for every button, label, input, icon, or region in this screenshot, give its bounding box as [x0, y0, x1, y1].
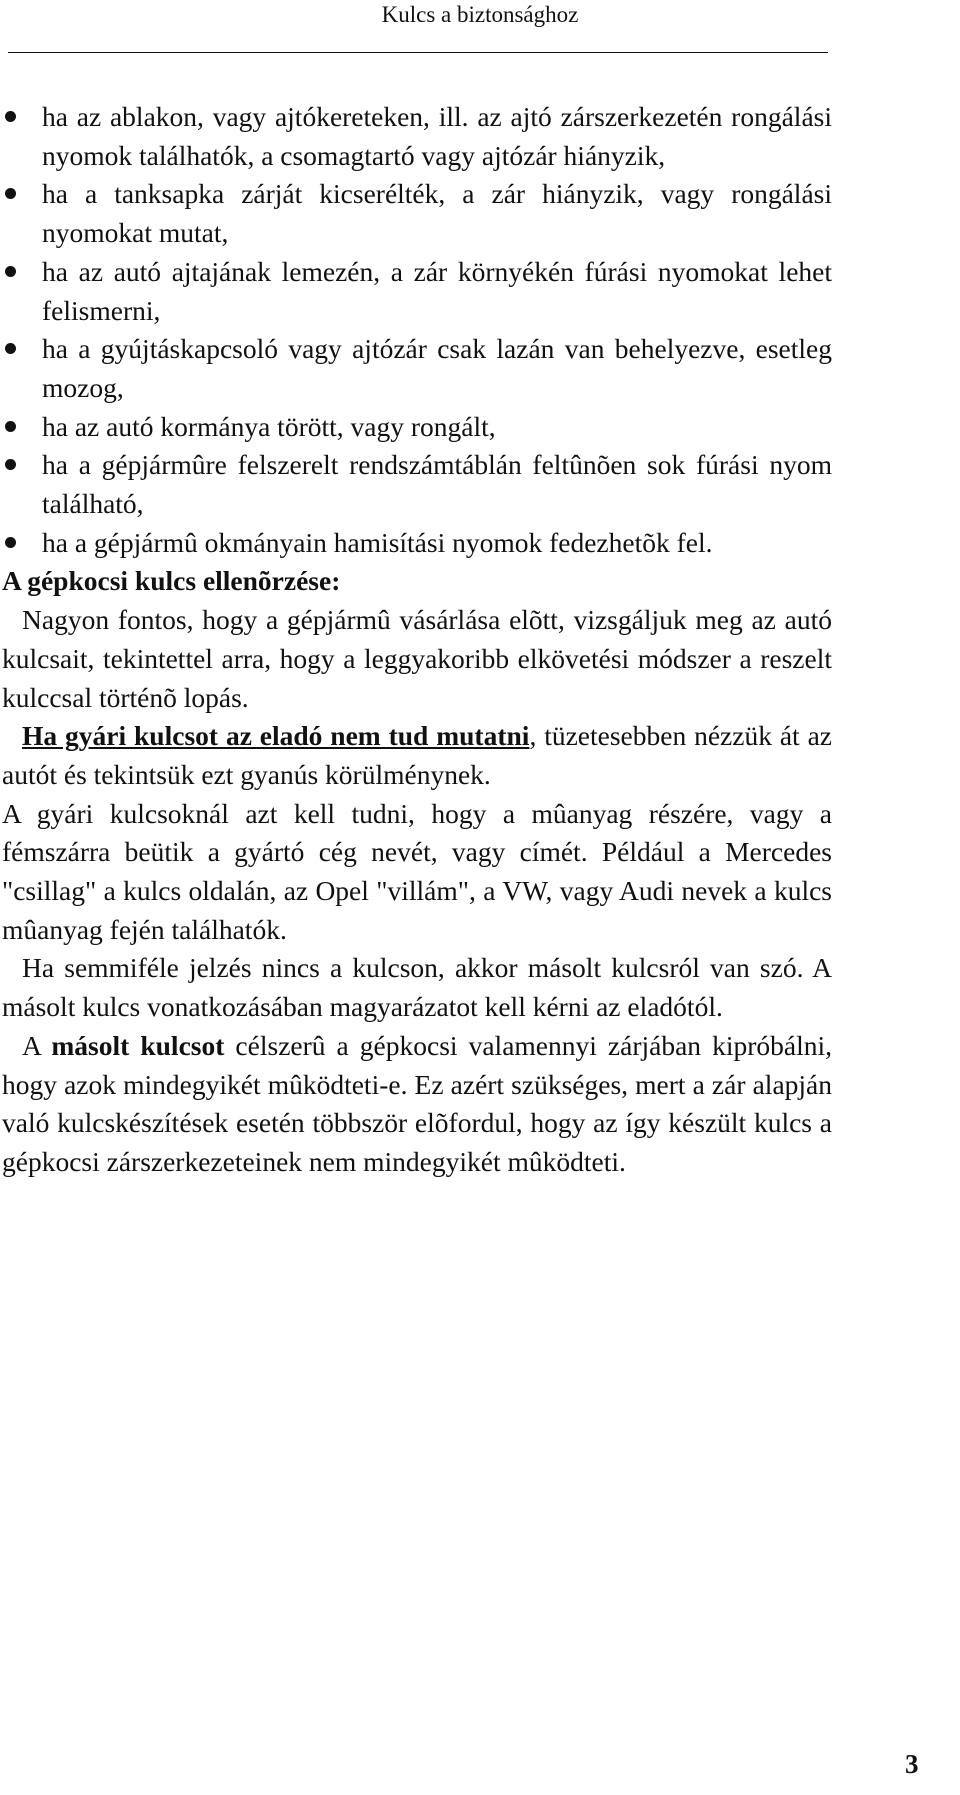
list-item-text: ha az autó kormánya törött, vagy rongált,: [42, 410, 496, 442]
list-item: [2, 446, 832, 523]
paragraph-factory-keys: A gyári kulcsoknál azt kell tudni, hogy a mûanyag részére, vagy a fémszárra beütik a gyártó cég nevét, vagy címét. Például a Mercedes "csillag" a kulcs oldalán, az Opel "villám", a VW, vagy Audi nevek a kulcs mûanyag fején találhatók.: [2, 797, 832, 945]
bullet-icon: [5, 111, 16, 122]
list-item-text: ha a gyújtáskapcsoló vagy ajtózár csak lazán van behelyezve, esetleg mozog,: [42, 333, 832, 403]
paragraph-key-importance: Nagyon fontos, hogy a gépjármû vásárlása elõtt, vizsgáljuk meg az autó kulcsait, tekintettel arra, hogy a leggyakoribb elkövetési módszer a reszelt kulccsal történõ lopás.: [2, 604, 832, 713]
list-item: [2, 524, 832, 563]
list-item-text: ha a gépjármû okmányain hamisítási nyomok fedezhetõk fel.: [42, 526, 713, 558]
list-item-text: ha az autó ajtajának lemezén, a zár környékén fúrási nyomokat lehet felismerni,: [42, 255, 832, 326]
paragraph-text: , tüzetesebben nézzük át az autót és tekintsük ezt gyanús körülménynek.: [2, 720, 832, 790]
paragraph-copied-key: Ha semmiféle jelzés nincs a kulcson, akkor másolt kulcsról van szó. A másolt kulcs vonatkozásában magyarázatot kell kérni az eladótól.: [2, 952, 832, 1023]
bullet-icon: [5, 266, 16, 277]
paragraph-text: célszerû a gépkocsi valamennyi zárjában kipróbálni, hogy azok mindegyikét mûködteti-e. Ez azért szükséges, mert a zár alapján való kulcskészítések esetén többször elõfordul, hogy az így készült kulcs a gépkocsi zárszerkezeteinek nem mindegyikét mûködteti.: [2, 1029, 833, 1177]
list-item: [2, 408, 832, 447]
bullet-icon: [5, 188, 16, 199]
paragraph-no-factory-key: [2, 717, 832, 794]
bullet-icon: [5, 459, 16, 470]
section-heading: A gépkocsi kulcs ellenõrzése:: [2, 565, 341, 597]
page-number: 3: [905, 1749, 919, 1779]
list-item: [2, 330, 832, 407]
list-item: [2, 98, 832, 175]
running-header: Kulcs a biztonsághoz: [381, 2, 579, 27]
emphasis-copied-key: másolt kulcsot: [51, 1029, 225, 1061]
warning-list: [2, 98, 832, 562]
list-item: [2, 253, 832, 330]
bullet-icon: [5, 421, 16, 432]
paragraph-copied-key-test: [2, 1027, 832, 1182]
list-item-text: ha a tanksapka zárját kicserélték, a zár hiányzik, vagy rongálási nyomokat mutat,: [42, 178, 832, 249]
list-item-text: ha az ablakon, vagy ajtókereteken, ill. az ajtó zárszerkezetén rongálási nyomok találhatók, a csomagtartó vagy ajtózár hiányzik,: [42, 101, 832, 171]
bullet-icon: [5, 343, 16, 354]
header-rule: [8, 52, 828, 53]
bullet-icon: [5, 537, 16, 548]
list-item: [2, 175, 832, 252]
list-item-text: ha a gépjármûre felszerelt rendszámtáblán feltûnõen sok fúrási nyom található,: [42, 449, 832, 520]
document-body: [2, 98, 832, 1182]
emphasis-no-factory-key: Ha gyári kulcsot az eladó nem tud mutatni: [22, 720, 530, 752]
paragraph-text: A: [22, 1029, 52, 1061]
